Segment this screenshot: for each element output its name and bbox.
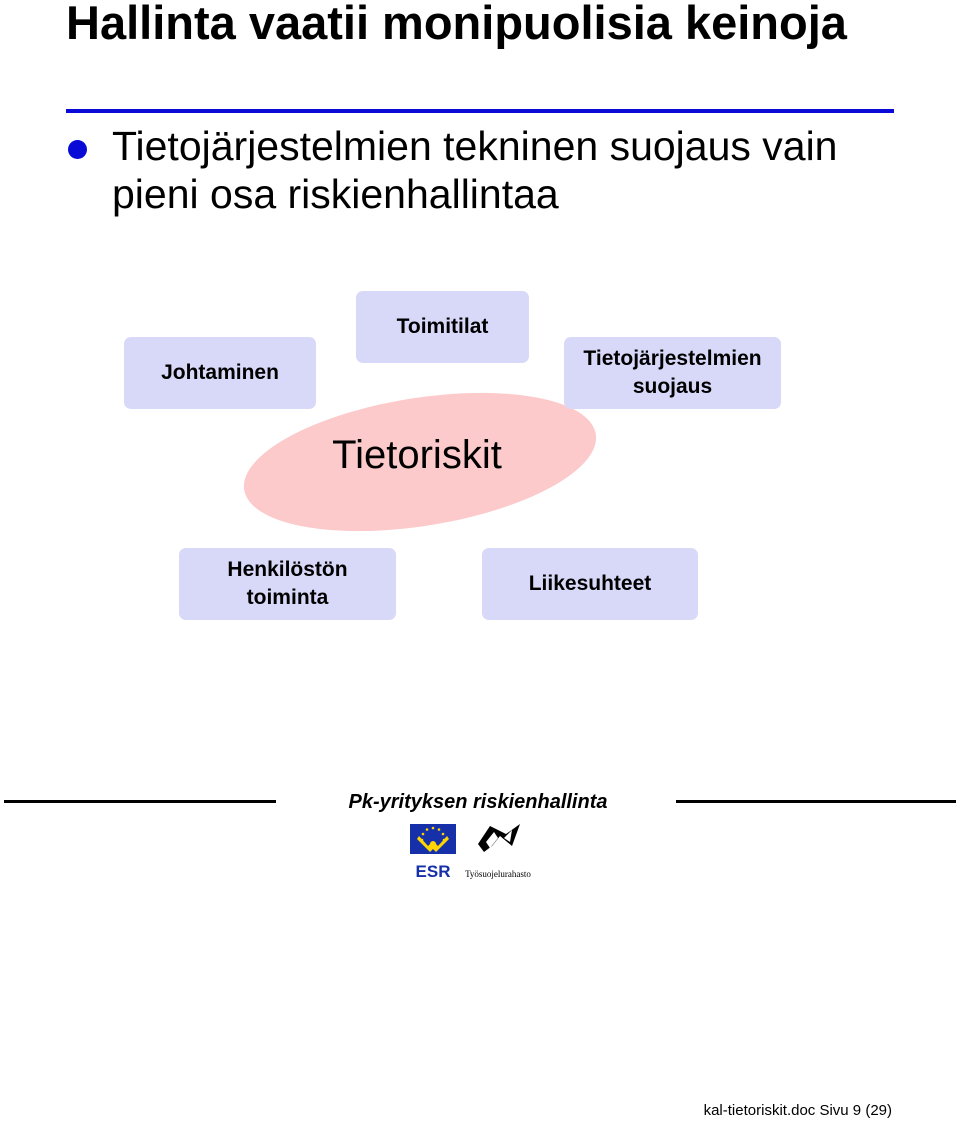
box-johtaminen-label: Johtaminen bbox=[161, 361, 279, 384]
box-tietojarjestelmien-suojaus bbox=[564, 337, 781, 409]
bullet-text: Tietojärjestelmien tekninen suojaus vain pieni osa riskienhallintaa bbox=[112, 123, 838, 217]
slide-title: Hallinta vaatii monipuolisia keinoja bbox=[66, 0, 847, 49]
box-henkilosto-label-line1: Henkilöstön bbox=[227, 558, 348, 581]
title-underline bbox=[66, 109, 894, 113]
esr-logo-text: ESR bbox=[415, 862, 451, 881]
box-toimitilat-label: Toimitilat bbox=[396, 315, 489, 338]
box-henkiloston-toiminta bbox=[179, 548, 396, 620]
box-liikesuhteet bbox=[482, 548, 698, 620]
footer-rule-left bbox=[4, 800, 276, 803]
footer-rule-right bbox=[676, 800, 956, 803]
tietoriskit-label: Tietoriskit bbox=[332, 433, 502, 477]
page-info: kal-tietoriskit.doc Sivu 9 (29) bbox=[703, 1102, 892, 1119]
box-henkilosto-label-line2: toiminta bbox=[246, 586, 329, 609]
tsr-logo-text: Työsuojelurahasto bbox=[465, 869, 531, 879]
footer-logos bbox=[408, 822, 548, 882]
esr-logo-icon bbox=[408, 822, 548, 882]
box-toimitilat bbox=[356, 291, 529, 363]
box-johtaminen bbox=[124, 337, 316, 409]
box-suojaus-label-line2: suojaus bbox=[632, 375, 713, 398]
footer-title: Pk-yrityksen riskienhallinta bbox=[348, 791, 608, 813]
box-liikesuhteet-label: Liikesuhteet bbox=[528, 572, 652, 595]
box-suojaus-label-line1: Tietojärjestelmien bbox=[583, 347, 762, 370]
bullet-icon bbox=[68, 140, 87, 159]
